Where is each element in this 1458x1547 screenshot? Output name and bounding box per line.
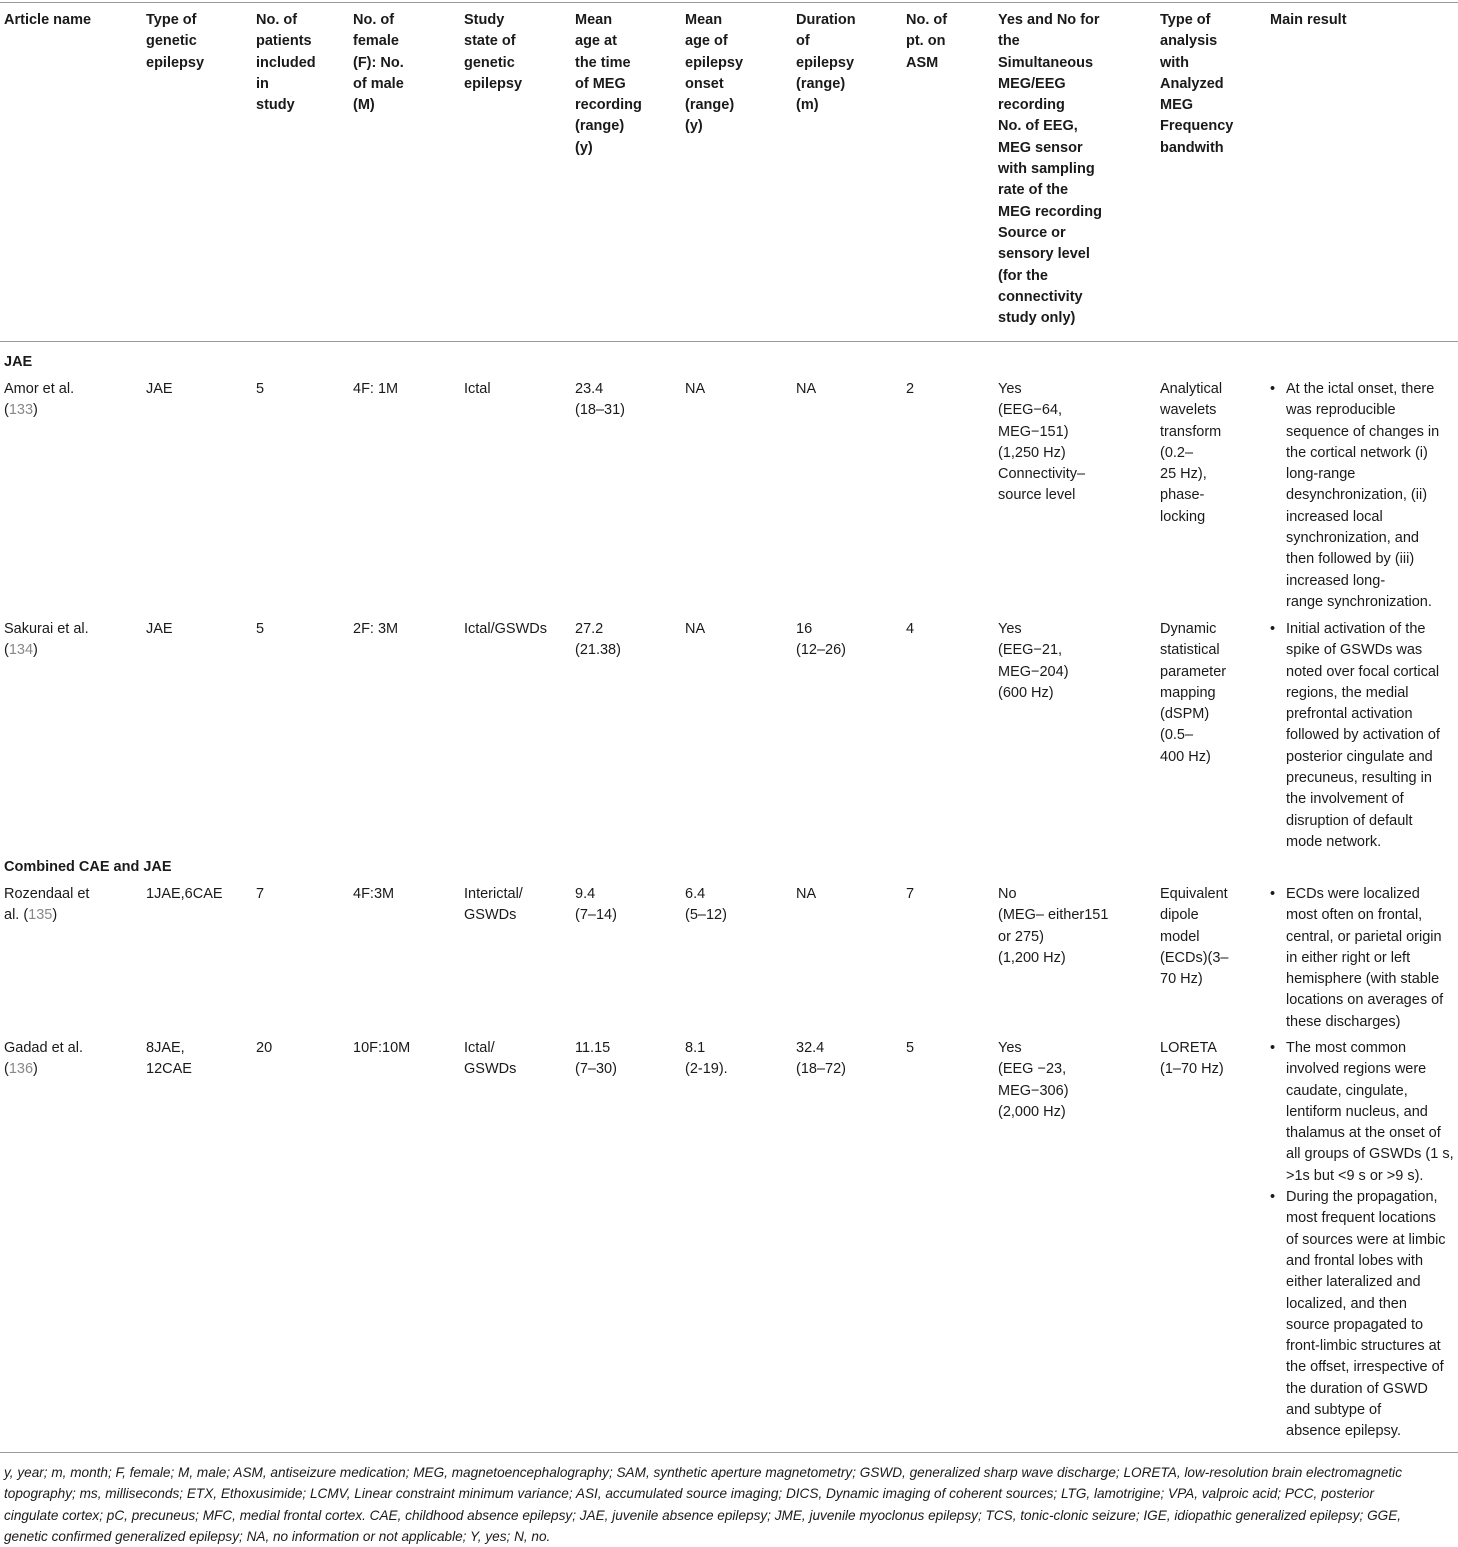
header-rule xyxy=(0,341,1458,342)
cell-state: Ictal/ GSWDs xyxy=(464,1040,517,1078)
cell-type: JAE xyxy=(146,621,173,637)
section-title: JAE xyxy=(4,354,33,370)
cell-duration: 32.4 (18–72) xyxy=(796,1040,846,1078)
section-title: Combined CAE and JAE xyxy=(4,859,172,875)
header-mean-age: Mean age at the time of MEG recording (range) (y) xyxy=(575,12,642,156)
main-result-list xyxy=(1266,619,1456,853)
cell-female-male: 4F:3M xyxy=(353,886,395,902)
bottom-rule xyxy=(0,1452,1458,1453)
cell-meg-eeg: No (MEG– either151 or 275) (1,200 Hz) xyxy=(998,886,1109,966)
cell-article xyxy=(4,619,144,662)
top-rule xyxy=(0,2,1458,3)
cell-analysis: Dynamic statistical parameter mapping (dSPM) (0.5– 400 Hz) xyxy=(1160,621,1227,765)
cell-duration: NA xyxy=(796,381,817,397)
reference-close: ) xyxy=(33,402,38,419)
main-result-item: • During the propagation, most frequent locations of sources were at limbic and frontal lobes with either lateralized and localized, and then source propagated to front-limbic structures at the offset, irrespective of the duration of GSWD and subtype of absence epilepsy. xyxy=(1266,1187,1456,1443)
reference-link[interactable]: 135 xyxy=(28,907,53,924)
cell-onset: NA xyxy=(685,381,706,397)
header-article-name: Article name xyxy=(4,12,92,28)
cell-duration: NA xyxy=(796,886,817,902)
main-result-list xyxy=(1266,884,1456,1033)
cell-article xyxy=(4,884,144,927)
cell-state: Interictal/ GSWDs xyxy=(464,886,523,924)
cell-female-male: 10F:10M xyxy=(353,1040,411,1056)
cell-duration: 16 (12–26) xyxy=(796,621,846,659)
cell-meg-eeg: Yes (EEG −23, MEG−306) (2,000 Hz) xyxy=(998,1040,1069,1120)
main-result-item: • Initial activation of the spike of GSWDs was noted over focal cortical regions, the medial prefrontal activation followed by activation of posterior cingulate and precuneus, resulting in the involvement of disruption of default mode network. xyxy=(1266,619,1456,853)
cell-mean-age: 27.2 (21.38) xyxy=(575,621,621,659)
cell-patients: 20 xyxy=(256,1040,273,1056)
cell-analysis: Equivalent dipole model (ECDs)(3– 70 Hz) xyxy=(1160,886,1229,988)
cell-asm: 4 xyxy=(906,621,915,637)
table-footnote: y, year; m, month; F, female; M, male; ASM, antiseizure medication; MEG, magnetoencephalography; SAM, synthetic aperture magnetometry; GSWD, generalized sharp wave discharge; LORETA, low-resolution brain electromagnetic topography; ms, milliseconds; ETX, Ethoxusimide; LCMV, Linear constraint minimum variance; ASI, accumulated source imaging; DICS, Dynamic imaging of coherent sources; LTG, lamotrigine; VPA, valproic acid; PCC, posterior cingulate cortex; pC, precuneus; MFC, medial frontal cortex. CAE, childhood absence epilepsy; JAE, juvenile absence epilepsy; JME, juvenile myoclonus epilepsy; TCS, tonic-clonic seizure; IGE, idiopathic generalized epilepsy; GGE, genetic confirmed generalized epilepsy; NA, no information or not applicable; Y, yes; N, no. xyxy=(4,1465,1403,1544)
cell-state: Ictal xyxy=(464,381,491,397)
article-name: Sakurai et al. ( xyxy=(4,621,89,659)
cell-article xyxy=(4,379,144,422)
main-result-item: • The most common involved regions were caudate, cingulate, lentiform nucleus, and thalamus at the onset of all groups of GSWDs (1 s, >1s but <9 s or >9 s). xyxy=(1266,1038,1456,1187)
cell-type: JAE xyxy=(146,381,173,397)
header-study-state: Study state of genetic epilepsy xyxy=(464,12,523,92)
header-onset: Mean age of epilepsy onset (range) (y) xyxy=(685,12,744,135)
cell-onset: 6.4 (5–12) xyxy=(685,886,727,924)
header-female-male: No. of female (F): No. of male (M) xyxy=(353,12,404,114)
reference-close: ) xyxy=(33,1061,38,1078)
reference-close: ) xyxy=(52,907,58,924)
cell-article xyxy=(4,1038,144,1081)
cell-patients: 7 xyxy=(256,886,265,902)
cell-onset: 8.1 (2-19). xyxy=(685,1040,728,1078)
cell-female-male: 4F: 1M xyxy=(353,381,399,397)
cell-analysis: Analytical wavelets transform (0.2– 25 Hz), phase- locking xyxy=(1160,381,1223,525)
article-name: Rozendaal et al. ( xyxy=(4,886,90,924)
cell-state: Ictal/GSWDs xyxy=(464,621,547,637)
cell-type: 8JAE, 12CAE xyxy=(146,1040,192,1078)
header-main-result: Main result xyxy=(1270,12,1347,28)
cell-asm: 5 xyxy=(906,1040,915,1056)
header-asm: No. of pt. on ASM xyxy=(906,12,948,71)
cell-meg-eeg: Yes (EEG−64, MEG−151) (1,250 Hz) Connectivity– source level xyxy=(998,381,1086,504)
cell-patients: 5 xyxy=(256,621,265,637)
main-result-list xyxy=(1266,379,1456,613)
main-result-list xyxy=(1266,1038,1456,1443)
reference-link[interactable]: 134 xyxy=(8,642,34,659)
reference-link[interactable]: 133 xyxy=(8,402,34,419)
header-patients: No. of patients included in study xyxy=(256,12,316,114)
header-meg-eeg: Yes and No for the Simultaneous MEG/EEG recording No. of EEG, MEG sensor with sampling rate of the MEG recording Source or sensory level (for the connectivity study only) xyxy=(998,12,1102,327)
cell-onset: NA xyxy=(685,621,706,637)
header-analysis: Type of analysis with Analyzed MEG Frequency bandwith xyxy=(1160,12,1234,156)
main-result-item: • At the ictal onset, there was reproducible sequence of changes in the cortical network (i) long-range desynchronization, (ii) increased local synchronization, and then followed by (iii) increased long- range synchronization. xyxy=(1266,379,1456,613)
main-result-item: • ECDs were localized most often on frontal, central, or parietal origin in either right or left hemisphere (with stable locations on averages of these discharges) xyxy=(1266,884,1456,1033)
cell-type: 1JAE,6CAE xyxy=(146,886,223,902)
cell-mean-age: 23.4 (18–31) xyxy=(575,381,625,419)
cell-female-male: 2F: 3M xyxy=(353,621,399,637)
article-name: Amor et al. ( xyxy=(4,381,75,419)
cell-analysis: LORETA (1–70 Hz) xyxy=(1160,1040,1224,1078)
cell-mean-age: 9.4 (7–14) xyxy=(575,886,617,924)
header-duration: Duration of epilepsy (range) (m) xyxy=(796,12,856,114)
cell-asm: 7 xyxy=(906,886,915,902)
cell-mean-age: 11.15 (7–30) xyxy=(575,1040,617,1078)
cell-meg-eeg: Yes (EEG−21, MEG−204) (600 Hz) xyxy=(998,621,1069,701)
header-type: Type of genetic epilepsy xyxy=(146,12,205,71)
cell-asm: 2 xyxy=(906,381,915,397)
reference-close: ) xyxy=(33,642,38,659)
article-name: Gadad et al. ( xyxy=(4,1040,83,1078)
reference-link[interactable]: 136 xyxy=(8,1061,34,1078)
cell-patients: 5 xyxy=(256,381,265,397)
